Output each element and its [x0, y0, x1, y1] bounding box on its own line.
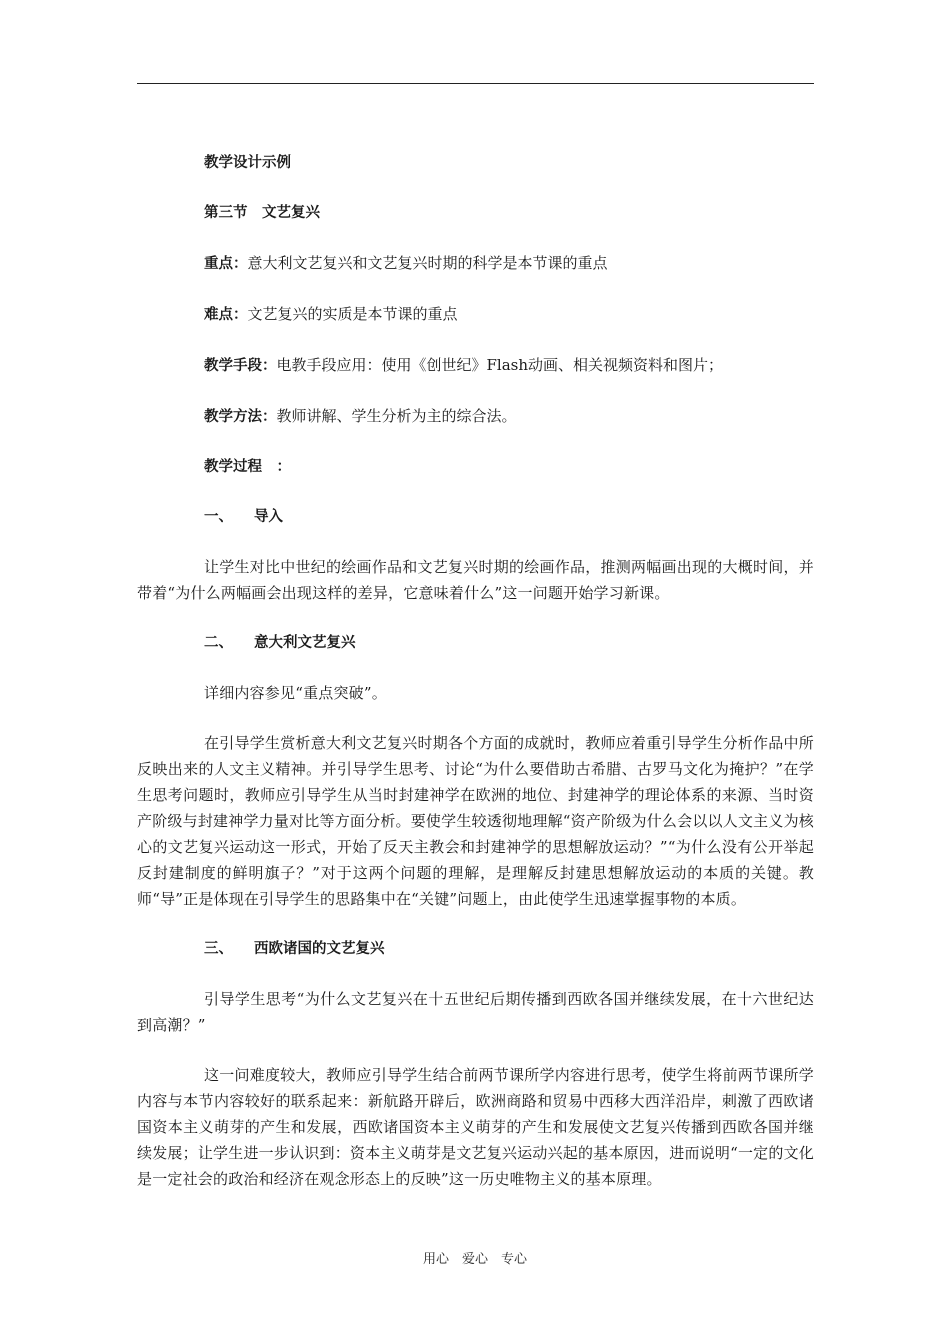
teaching-process-heading: 教学过程 ：: [204, 459, 291, 475]
page-footer: 用心 爱心 专心: [422, 1252, 527, 1267]
section-title: 导入: [254, 509, 283, 525]
section-heading-1: [137, 504, 814, 530]
teaching-means-text: 电教手段应用：使用《创世纪》Flash动画、相关视频资料和图片；: [276, 356, 724, 374]
header-rule: [137, 83, 814, 84]
section-number: 三、: [204, 941, 233, 957]
section-title: 意大利文艺复兴: [254, 635, 356, 651]
key-point-text: 意大利文艺复兴和文艺复兴时期的科学是本节课的重点: [247, 254, 608, 272]
section-number: 一、: [204, 509, 233, 525]
section-heading-2: [137, 630, 814, 656]
document-title: 教学设计示例: [204, 155, 291, 171]
teaching-means: [137, 352, 814, 379]
section-title: 西欧诸国的文艺复兴: [254, 941, 385, 957]
teaching-method-label: 教学方法：: [204, 409, 277, 425]
teaching-means-label: 教学手段：: [204, 358, 277, 374]
paragraph: 让学生对比中世纪的绘画作品和文艺复兴时期的绘画作品，推测两幅画出现的大概时间，并带着“为什么两幅画会出现这样的差异，它意味着什么”这一问题开始学习新课。: [137, 558, 814, 602]
section-number: 二、: [204, 635, 233, 651]
document-body: [137, 150, 814, 1192]
paragraph: 这一问难度较大，教师应引导学生结合前两节课所学内容进行思考，使学生将前两节课所学内容与本节内容较好的联系起来：新航路开辟后，欧洲商路和贸易中西移大西洋沿岸，刺激了西欧诸国资本主义萌芽的产生和发展，西欧诸国资本主义萌芽的产生和发展使文艺复兴传播到西欧各国并继续发展；让学生进一步认识到：资本主义萌芽是文艺复兴运动兴起的基本原因，进而说明“一定的文化是一定社会的政治和经济在观念形态上的反映”这一历史唯物主义的基本原理。: [137, 1066, 814, 1188]
paragraph: 在引导学生赏析意大利文艺复兴时期各个方面的成就时，教师应着重引导学生分析作品中所反映出来的人文主义精神。并引导学生思考、讨论“为什么要借助古希腊、古罗马文化为掩护？”在学生思考问题时，教师应引导学生从当时封建神学在欧洲的地位、封建神学的理论体系的来源、当时资产阶级与封建神学力量对比等方面分析。要使学生较透彻地理解“资产阶级为什么会以以人文主义为核心的文艺复兴运动这一形式，开始了反天主教会和封建神学的思想解放运动？”“为什么没有公开举起反封建制度的鲜明旗子？”对于这两个问题的理解，是理解反封建思想解放运动的本质的关键。教师“导”正是体现在引导学生的思路集中在“关键”问题上，由此使学生迅速掌握事物的本质。: [137, 734, 814, 908]
key-point-label: 重点：: [204, 256, 248, 272]
paragraph: 引导学生思考“为什么文艺复兴在十五世纪后期传播到西欧各国并继续发展，在十六世纪达到高潮？”: [137, 990, 814, 1034]
teaching-method: [137, 403, 814, 430]
teaching-method-text: 教师讲解、学生分析为主的综合法。: [276, 407, 517, 425]
paragraph: 详细内容参见“重点突破”。: [204, 684, 387, 702]
section-heading: 第三节 文艺复兴: [204, 205, 320, 221]
difficulty-label: 难点：: [204, 307, 248, 323]
difficulty: [137, 301, 814, 328]
difficulty-text: 文艺复兴的实质是本节课的重点: [247, 305, 458, 323]
section-heading-3: [137, 936, 814, 962]
key-point: [137, 250, 814, 277]
